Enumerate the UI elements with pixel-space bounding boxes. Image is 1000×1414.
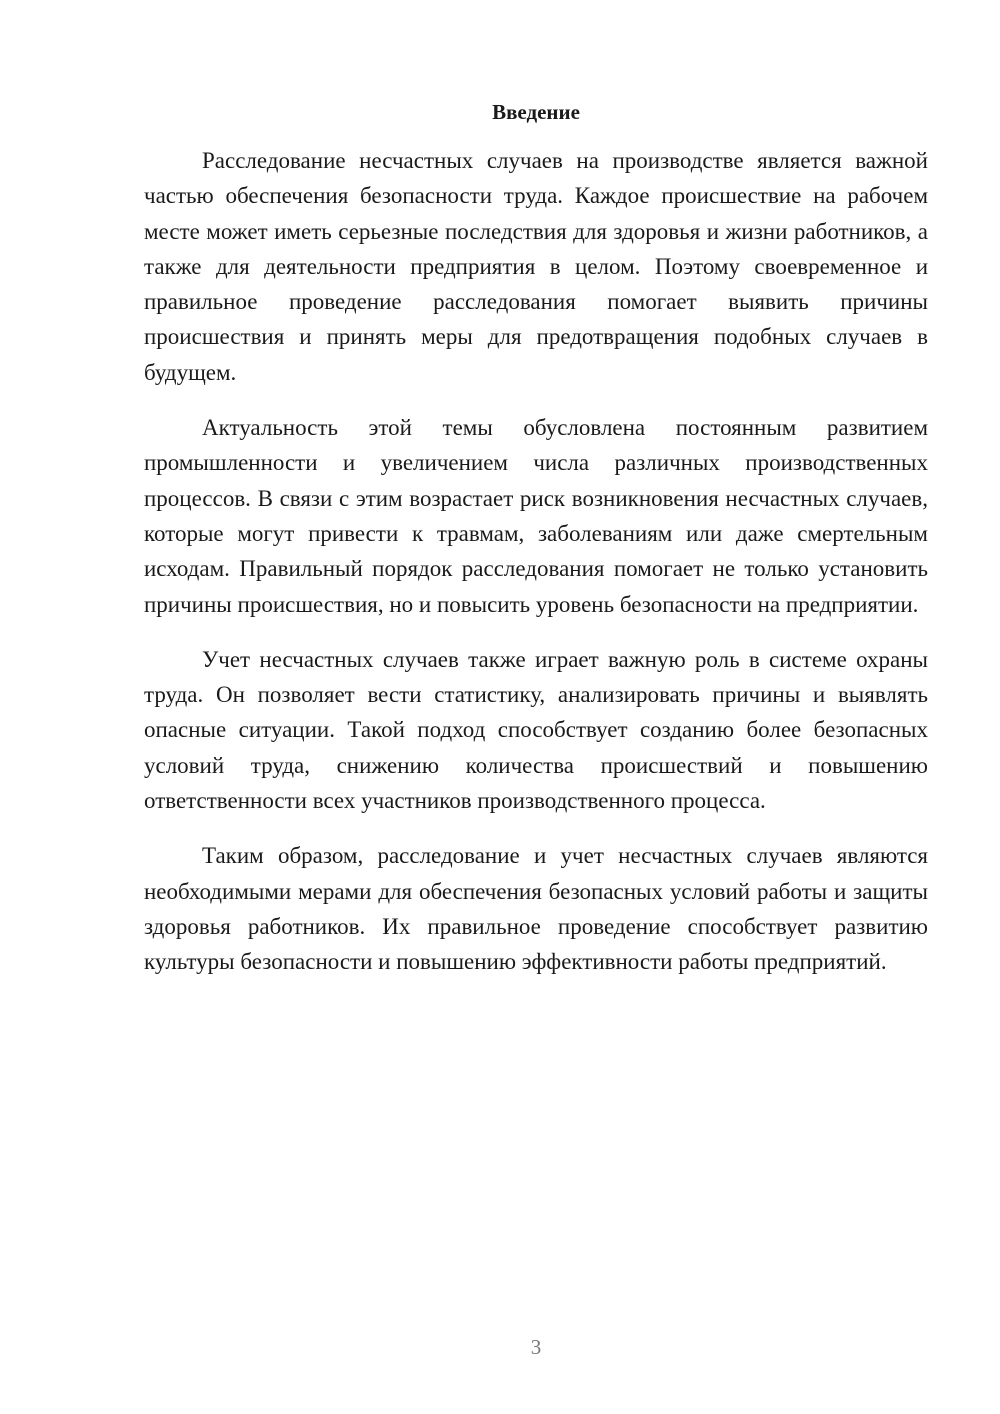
paragraph-3: Учет несчастных случаев также играет важную роль в системе охраны труда. Он позволяет вести статистику, анализировать причины и выявлять опасные ситуации. Такой подход способствует созданию более безопасных условий труда, снижению количества происшествий и повышению ответственности всех участников производственного процесса. xyxy=(144,646,928,814)
page-number: 3 xyxy=(530,1335,542,1359)
paragraph-2: Актуальность этой темы обусловлена постоянным развитием промышленности и увеличением числа различных производственных процессов. В связи с этим возрастает риск возникновения несчастных случаев, которые могут привести к травмам, заболеваниям или даже смертельным исходам. Правильный порядок расследования помогает не только установить причины происшествия, но и повысить уровень безопасности на предприятии. xyxy=(144,415,928,617)
paragraph-4: Таким образом, расследование и учет несчастных случаев являются необходимыми мерами для обеспечения безопасных условий работы и защиты здоровья работников. Их правильное проведение способствует развитию культуры безопасности и повышению эффективности работы предприятий. xyxy=(144,843,928,975)
body-text xyxy=(144,143,928,1000)
paragraph-1: Расследование несчастных случаев на производстве является важной частью обеспечения безопасности труда. Каждое происшествие на рабочем месте может иметь серьезные последствия для здоровья и жизни работников, а также для деятельности предприятия в целом. Поэтому своевременное и правильное проведение расследования помогает выявить причины происшествия и принять меры для предотвращения подобных случаев в будущем. xyxy=(144,148,928,385)
page-title: Введение xyxy=(492,100,580,124)
